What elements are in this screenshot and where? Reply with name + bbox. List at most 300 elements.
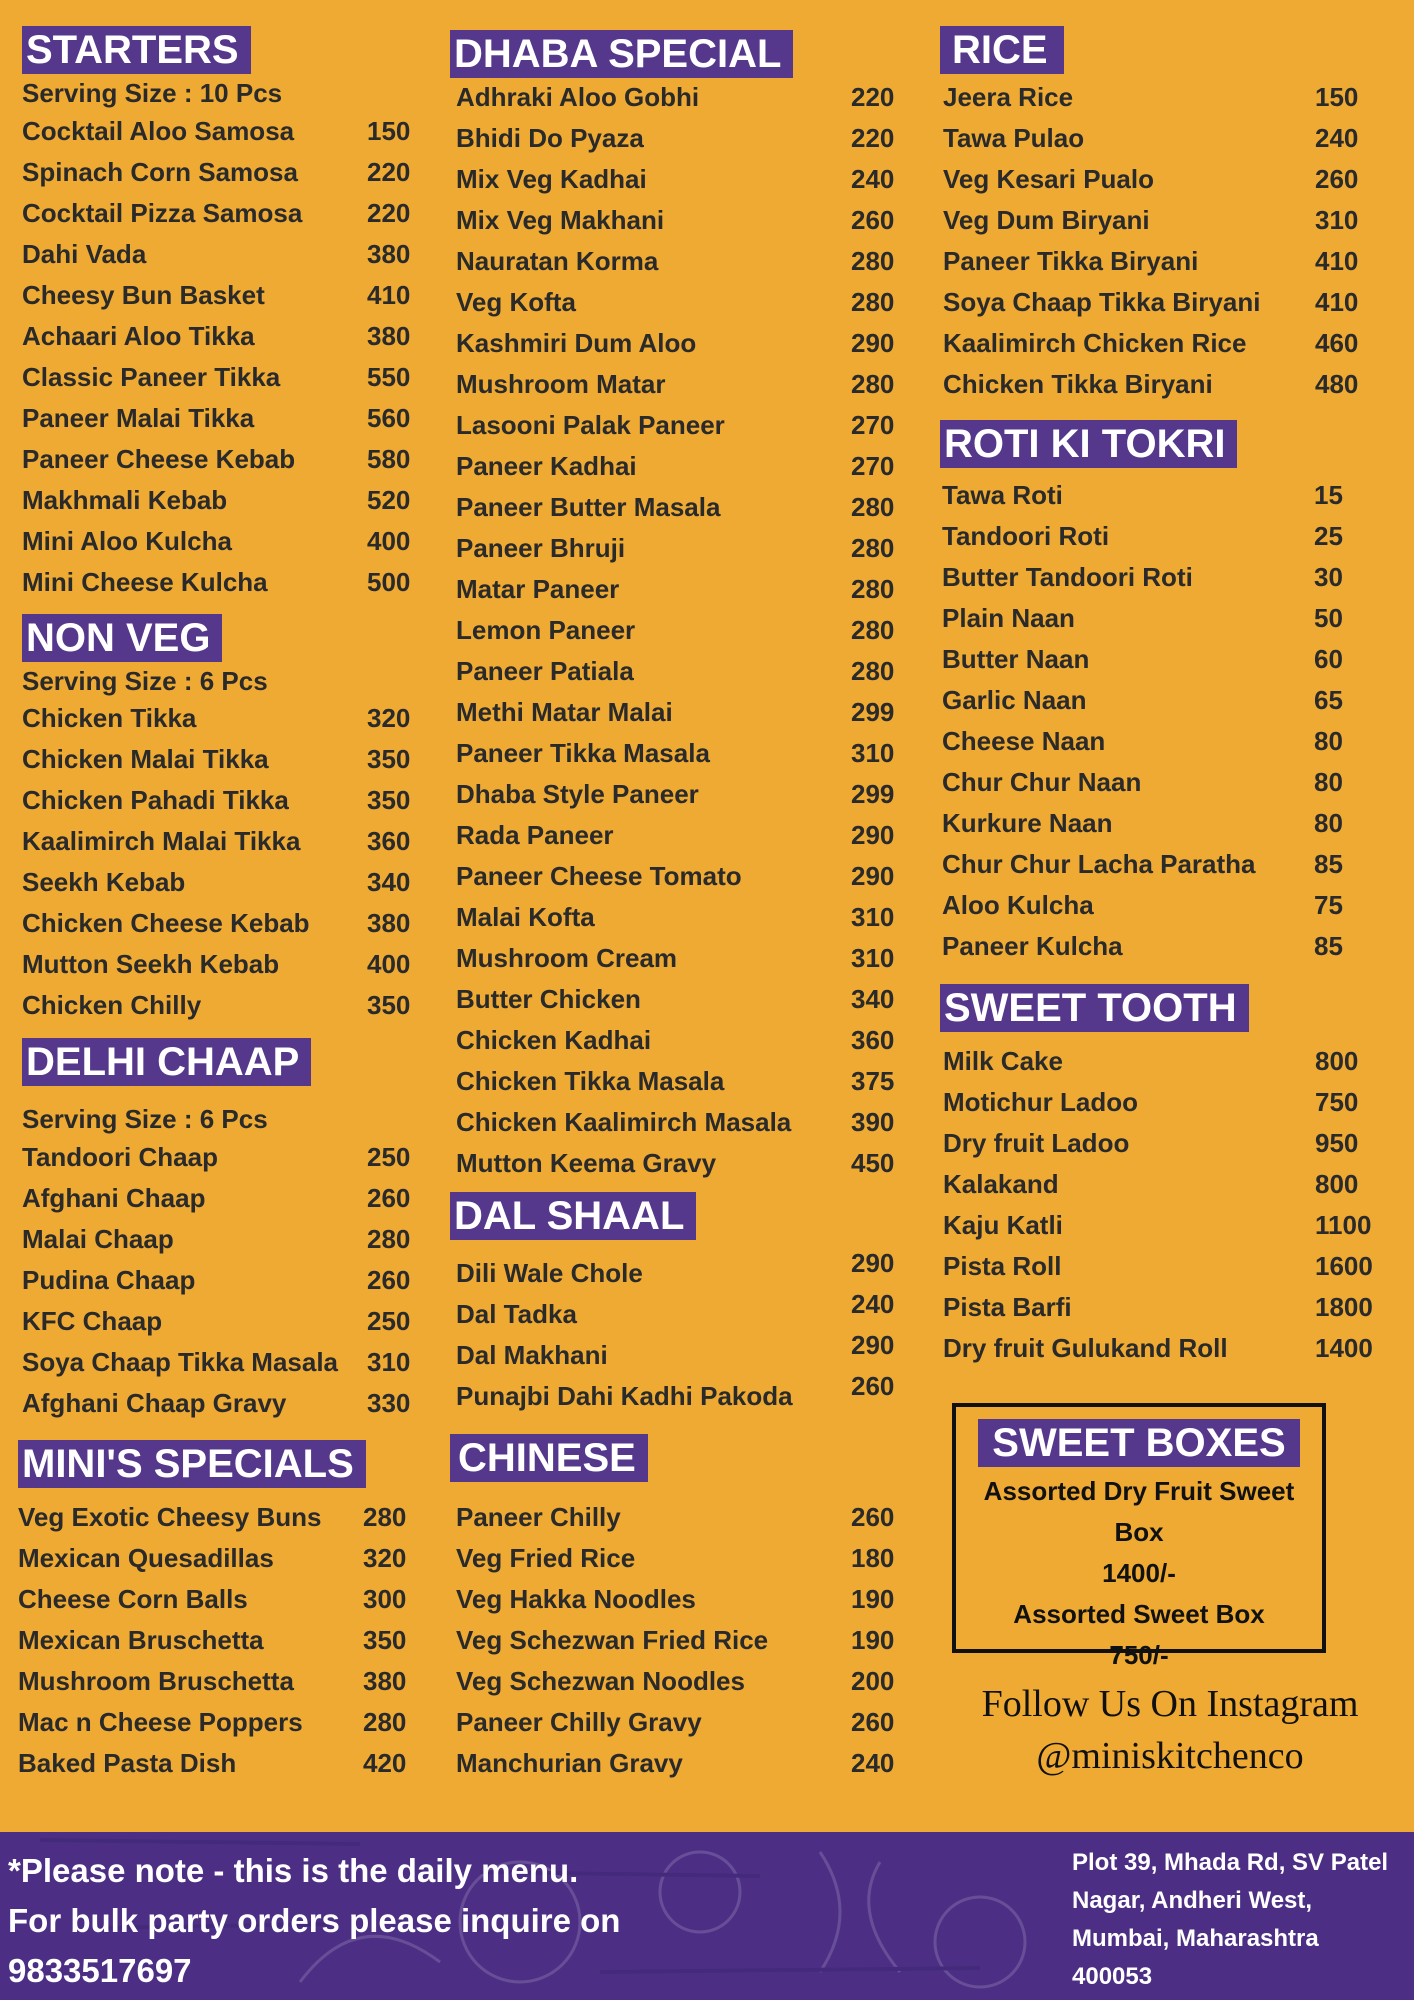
footer-note-line: For bulk party orders please inquire on xyxy=(8,1902,621,1939)
menu-item xyxy=(456,1148,906,1188)
menu-item xyxy=(22,362,422,402)
menu-item-name: Chicken Kaalimirch Masala xyxy=(456,1107,792,1137)
menu-item xyxy=(22,280,422,320)
menu-item-name: Kaju Katli xyxy=(943,1210,1063,1240)
menu-item xyxy=(456,820,906,860)
menu-item xyxy=(456,779,906,819)
menu-item xyxy=(456,738,906,778)
menu-item-price: 340 xyxy=(367,867,411,897)
menu-item-name: Butter Tandoori Roti xyxy=(942,562,1193,592)
footer xyxy=(0,1832,1414,2000)
menu-item-name: Veg Fried Rice xyxy=(456,1543,636,1573)
menu-item-price: 390 xyxy=(851,1107,895,1137)
menu-item xyxy=(456,902,906,942)
menu-item-price: 320 xyxy=(367,703,411,733)
section-header-dhaba-special: DHABA SPECIAL xyxy=(450,30,793,78)
menu-item-price: 240 xyxy=(851,1748,895,1778)
menu-item xyxy=(456,1543,906,1583)
menu-item xyxy=(942,644,1382,684)
menu-item-price: 420 xyxy=(363,1748,407,1778)
menu-item-price: 300 xyxy=(363,1584,407,1614)
menu-item-price: 1100 xyxy=(1315,1210,1372,1240)
menu-item xyxy=(18,1543,418,1583)
menu-item xyxy=(22,744,422,784)
menu-item-name: Matar Paneer xyxy=(456,574,620,604)
menu-item xyxy=(22,1388,422,1428)
menu-item-name: Jeera Rice xyxy=(943,82,1074,112)
menu-item xyxy=(456,1502,906,1542)
menu-item-price: 950 xyxy=(1315,1128,1359,1158)
menu-item xyxy=(22,1306,422,1346)
menu-item-name: Dili Wale Chole xyxy=(456,1258,643,1288)
footer-address-line: Nagar, Andheri West, xyxy=(1072,1887,1313,1914)
menu-item xyxy=(942,849,1382,889)
menu-item-name: Cheese Naan xyxy=(942,726,1106,756)
menu-item xyxy=(942,603,1382,643)
menu-item-name: Pista Roll xyxy=(943,1251,1062,1281)
menu-item xyxy=(22,526,422,566)
menu-item-name: Milk Cake xyxy=(943,1046,1063,1076)
menu-item-price: 220 xyxy=(367,157,411,187)
menu-item xyxy=(456,1584,906,1624)
instagram-follow-text: Follow Us On Instagram xyxy=(981,1683,1359,1725)
menu-item-price: 260 xyxy=(851,205,895,235)
menu-item-name: Adhraki Aloo Gobhi xyxy=(456,82,700,112)
menu-item xyxy=(22,1183,422,1223)
menu-item xyxy=(22,157,422,197)
menu-item-name: Chicken Tikka Masala xyxy=(456,1066,725,1096)
menu-item-price: 85 xyxy=(1314,849,1343,879)
menu-item-price: 65 xyxy=(1314,685,1343,715)
menu-item-price: 60 xyxy=(1314,644,1343,674)
menu-item-price: 25 xyxy=(1314,521,1343,551)
menu-item-name: Veg Dum Biryani xyxy=(943,205,1150,235)
menu-item xyxy=(943,1210,1383,1250)
menu-item-price: 240 xyxy=(1315,123,1359,153)
menu-item-price: 280 xyxy=(851,369,895,399)
menu-item xyxy=(456,861,906,901)
menu-item-price: 280 xyxy=(851,246,895,276)
menu-item-price: 500 xyxy=(367,567,411,597)
menu-item xyxy=(456,533,906,573)
menu-item-price: 260 xyxy=(851,1707,895,1737)
sweet-box-name: Assorted Dry Fruit Sweet Box xyxy=(983,1476,1295,1547)
menu-item xyxy=(22,485,422,525)
serving-size-starters: Serving Size : 10 Pcs xyxy=(22,78,283,108)
menu-item-price: 280 xyxy=(851,615,895,645)
menu-item-price: 280 xyxy=(851,656,895,686)
menu-item-price: 350 xyxy=(367,744,411,774)
menu-item-name: Achaari Aloo Tikka xyxy=(22,321,255,351)
menu-item-price: 299 xyxy=(851,779,895,809)
menu-item-name: Chicken Kadhai xyxy=(456,1025,652,1055)
menu-item-price: 220 xyxy=(851,123,895,153)
section-header-dal-shaal: DAL SHAAL xyxy=(450,1192,696,1240)
menu-item-name: Veg Kesari Pualo xyxy=(943,164,1154,194)
footer-phone[interactable]: 9833517697 xyxy=(8,1952,192,1989)
menu-item xyxy=(456,451,906,491)
menu-item-price: 1400 xyxy=(1315,1333,1373,1363)
menu-item xyxy=(942,890,1382,930)
menu-item-price: 260 xyxy=(851,1502,895,1532)
menu-item-price: 190 xyxy=(851,1625,895,1655)
menu-item-price: 180 xyxy=(851,1543,895,1573)
menu-item xyxy=(456,1289,906,1339)
menu-item-price: 560 xyxy=(367,403,411,433)
menu-item-name: Dal Tadka xyxy=(456,1299,577,1329)
menu-item-name: Veg Exotic Cheesy Buns xyxy=(18,1502,322,1532)
menu-item xyxy=(943,246,1383,286)
menu-item-price: 280 xyxy=(851,287,895,317)
menu-item-price: 260 xyxy=(851,1371,895,1401)
menu-item-name: Paneer Kadhai xyxy=(456,451,637,481)
section-header-chinese: CHINESE xyxy=(450,1434,648,1482)
menu-item xyxy=(22,198,422,238)
menu-item-price: 410 xyxy=(1315,246,1359,276)
menu-item-price: 299 xyxy=(851,697,895,727)
menu-item-price: 290 xyxy=(851,328,895,358)
menu-item-price: 270 xyxy=(851,410,895,440)
menu-item xyxy=(456,492,906,532)
menu-item xyxy=(943,205,1383,245)
menu-item xyxy=(943,82,1383,122)
menu-item xyxy=(943,1292,1383,1332)
menu-item-price: 450 xyxy=(851,1148,895,1178)
menu-item-price: 80 xyxy=(1314,767,1343,797)
section-header-non-veg: NON VEG xyxy=(22,614,222,662)
menu-item-price: 800 xyxy=(1315,1046,1359,1076)
menu-item-price: 410 xyxy=(367,280,411,310)
menu-item-name: Cocktail Pizza Samosa xyxy=(22,198,303,228)
menu-item xyxy=(942,521,1382,561)
menu-item xyxy=(18,1666,418,1706)
menu-item-name: Kaalimirch Malai Tikka xyxy=(22,826,301,856)
menu-item xyxy=(943,1128,1383,1168)
sweet-box-price: 750/- xyxy=(1109,1640,1169,1670)
menu-item-name: Soya Chaap Tikka Biryani xyxy=(943,287,1261,317)
menu-item xyxy=(456,574,906,614)
menu-item xyxy=(456,246,906,286)
section-header-sweet-tooth: SWEET TOOTH xyxy=(940,984,1249,1032)
menu-item-price: 30 xyxy=(1314,562,1343,592)
menu-item xyxy=(22,1347,422,1387)
section-header-minis-specials: MINI'S SPECIALS xyxy=(18,1440,366,1488)
menu-item xyxy=(22,116,422,156)
menu-item-price: 270 xyxy=(851,451,895,481)
menu-item-name: Dal Makhani xyxy=(456,1340,608,1370)
menu-item xyxy=(456,328,906,368)
menu-item xyxy=(22,1224,422,1264)
menu-item-name: Chicken Cheese Kebab xyxy=(22,908,310,938)
instagram-handle[interactable]: @miniskitchenco xyxy=(1036,1735,1304,1777)
menu-item-name: Rada Paneer xyxy=(456,820,614,850)
menu-item-name: Mutton Seekh Kebab xyxy=(22,949,280,979)
menu-item-price: 1800 xyxy=(1315,1292,1373,1322)
menu-item xyxy=(456,1666,906,1706)
menu-item xyxy=(22,785,422,825)
menu-item-name: Plain Naan xyxy=(942,603,1075,633)
menu-item xyxy=(456,656,906,696)
menu-item-name: Pista Barfi xyxy=(943,1292,1072,1322)
menu-item-price: 260 xyxy=(367,1265,411,1295)
menu-item-name: Mexican Quesadillas xyxy=(18,1543,274,1573)
menu-item-price: 260 xyxy=(1315,164,1359,194)
menu-item-name: Mini Cheese Kulcha xyxy=(22,567,268,597)
menu-item-name: Motichur Ladoo xyxy=(943,1087,1138,1117)
menu-item-name: Chur Chur Lacha Paratha xyxy=(942,849,1256,879)
menu-item-price: 400 xyxy=(367,949,411,979)
menu-item-price: 290 xyxy=(851,861,895,891)
menu-item-name: Chur Chur Naan xyxy=(942,767,1142,797)
sweet-box-name: Assorted Sweet Box xyxy=(1013,1599,1265,1629)
menu-item-price: 340 xyxy=(851,984,895,1014)
menu-item-price: 360 xyxy=(851,1025,895,1055)
menu-item xyxy=(942,726,1382,766)
menu-item-name: Aloo Kulcha xyxy=(942,890,1094,920)
menu-item-name: Paneer Chilly xyxy=(456,1502,621,1532)
menu-item xyxy=(456,1330,906,1380)
menu-item xyxy=(943,123,1383,163)
menu-item-name: Paneer Malai Tikka xyxy=(22,403,255,433)
menu-item-price: 580 xyxy=(367,444,411,474)
serving-size-non-veg: Serving Size : 6 Pcs xyxy=(22,666,268,696)
menu-item-name: Kurkure Naan xyxy=(942,808,1113,838)
menu-item-name: Mutton Keema Gravy xyxy=(456,1148,717,1178)
menu-item xyxy=(456,205,906,245)
menu-item xyxy=(456,1748,906,1788)
menu-item xyxy=(456,1248,906,1298)
menu-item-name: Malai Kofta xyxy=(456,902,595,932)
menu-item-name: Chicken Tikka Biryani xyxy=(943,369,1213,399)
menu-item-name: Paneer Cheese Kebab xyxy=(22,444,296,474)
section-header-rice: RICE xyxy=(940,26,1064,74)
menu-item xyxy=(22,908,422,948)
menu-item-price: 350 xyxy=(367,990,411,1020)
menu-item xyxy=(22,1142,422,1182)
menu-item xyxy=(456,943,906,983)
menu-item-name: Methi Matar Malai xyxy=(456,697,673,727)
section-header-delhi-chaap: DELHI CHAAP xyxy=(22,1038,311,1086)
menu-item xyxy=(456,287,906,327)
menu-item xyxy=(22,990,422,1030)
menu-item xyxy=(456,1707,906,1747)
menu-item-price: 190 xyxy=(851,1584,895,1614)
menu-item-price: 80 xyxy=(1314,726,1343,756)
menu-item xyxy=(456,410,906,450)
menu-item xyxy=(943,1169,1383,1209)
menu-item xyxy=(22,703,422,743)
menu-item-name: Garlic Naan xyxy=(942,685,1087,715)
menu-item-name: Tawa Roti xyxy=(942,480,1063,510)
menu-item-price: 750 xyxy=(1315,1087,1359,1117)
footer-note-line: *Please note - this is the daily menu. xyxy=(8,1852,579,1889)
footer-address-line: 400053 xyxy=(1072,1963,1153,1990)
menu-item xyxy=(942,767,1382,807)
menu-item-price: 350 xyxy=(367,785,411,815)
menu-item-name: Chicken Tikka xyxy=(22,703,197,733)
menu-item-name: Paneer Chilly Gravy xyxy=(456,1707,702,1737)
menu-item-price: 220 xyxy=(367,198,411,228)
menu-item-name: Mushroom Cream xyxy=(456,943,678,973)
menu-item xyxy=(22,1265,422,1305)
menu-item-name: Kaalimirch Chicken Rice xyxy=(943,328,1247,358)
menu-item-name: Kashmiri Dum Aloo xyxy=(456,328,697,358)
menu-item-price: 310 xyxy=(851,943,895,973)
menu-item-price: 200 xyxy=(851,1666,895,1696)
menu-item xyxy=(456,1066,906,1106)
menu-item-name: Soya Chaap Tikka Masala xyxy=(22,1347,339,1377)
menu-item-name: Baked Pasta Dish xyxy=(18,1748,237,1778)
menu-item-price: 400 xyxy=(367,526,411,556)
menu-item-name: Makhmali Kebab xyxy=(22,485,228,515)
menu-item xyxy=(22,567,422,607)
menu-item-name: Cheesy Bun Basket xyxy=(22,280,265,310)
menu-item xyxy=(456,1025,906,1065)
menu-item-name: Paneer Tikka Biryani xyxy=(943,246,1199,276)
menu-item-name: Malai Chaap xyxy=(22,1224,174,1254)
menu-item-name: Cocktail Aloo Samosa xyxy=(22,116,295,146)
menu-item-name: Tandoori Roti xyxy=(942,521,1110,551)
menu-item xyxy=(456,164,906,204)
menu-item xyxy=(943,1087,1383,1127)
menu-item xyxy=(942,685,1382,725)
menu-item-price: 320 xyxy=(363,1543,407,1573)
menu-item-price: 260 xyxy=(367,1183,411,1213)
section-header-sweet-boxes: SWEET BOXES xyxy=(978,1419,1299,1467)
menu-item xyxy=(18,1625,418,1665)
menu-item-name: Manchurian Gravy xyxy=(456,1748,683,1778)
menu-item-price: 280 xyxy=(363,1707,407,1737)
menu-item-name: Paneer Bhruji xyxy=(456,533,626,563)
menu-item xyxy=(456,697,906,737)
menu-item-price: 75 xyxy=(1314,890,1343,920)
menu-item-name: Veg Schezwan Noodles xyxy=(456,1666,745,1696)
menu-item-price: 480 xyxy=(1315,369,1359,399)
menu-item-name: KFC Chaap xyxy=(22,1306,163,1336)
menu-item-name: Classic Paneer Tikka xyxy=(22,362,281,392)
menu-item-price: 240 xyxy=(851,1289,895,1319)
menu-item-price: 250 xyxy=(367,1306,411,1336)
menu-item xyxy=(943,328,1383,368)
menu-item-price: 80 xyxy=(1314,808,1343,838)
menu-item-name: Kalakand xyxy=(943,1169,1059,1199)
menu-item-name: Dry fruit Ladoo xyxy=(943,1128,1130,1158)
menu-item xyxy=(456,984,906,1024)
menu-item-name: Mix Veg Kadhai xyxy=(456,164,647,194)
sweet-box-price: 1400/- xyxy=(1102,1558,1176,1588)
menu-item-name: Cheese Corn Balls xyxy=(18,1584,248,1614)
menu-item-price: 310 xyxy=(367,1347,411,1377)
menu-item xyxy=(456,82,906,122)
menu-item-name: Spinach Corn Samosa xyxy=(22,157,298,187)
menu-item xyxy=(22,321,422,361)
menu-item-price: 310 xyxy=(851,738,895,768)
menu-item xyxy=(22,444,422,484)
menu-item-price: 290 xyxy=(851,820,895,850)
menu-item-name: Paneer Tikka Masala xyxy=(456,738,710,768)
menu-item-name: Paneer Patiala xyxy=(456,656,634,686)
sweet-boxes-panel xyxy=(952,1403,1326,1670)
menu-item-name: Mac n Cheese Poppers xyxy=(18,1707,303,1737)
menu-item xyxy=(942,562,1382,602)
menu-item xyxy=(943,287,1383,327)
menu-item-name: Mushroom Matar xyxy=(456,369,666,399)
menu-item-price: 360 xyxy=(367,826,411,856)
menu-item xyxy=(22,949,422,989)
menu-item-price: 550 xyxy=(367,362,411,392)
menu-item-price: 85 xyxy=(1314,931,1343,961)
footer-address-line: Plot 39, Mhada Rd, SV Patel xyxy=(1072,1849,1389,1876)
menu-item xyxy=(456,1371,906,1421)
menu-item xyxy=(943,1333,1383,1373)
menu-item-price: 1600 xyxy=(1315,1251,1373,1281)
menu-item-name: Veg Schezwan Fried Rice xyxy=(456,1625,769,1655)
menu-item xyxy=(456,615,906,655)
menu-item xyxy=(456,369,906,409)
menu-item-name: Chicken Chilly xyxy=(22,990,202,1020)
menu-item-price: 220 xyxy=(851,82,895,112)
menu-item-price: 380 xyxy=(367,239,411,269)
menu-item-price: 250 xyxy=(367,1142,411,1172)
menu-item-name: Veg Hakka Noodles xyxy=(456,1584,696,1614)
menu-item-name: Seekh Kebab xyxy=(22,867,186,897)
menu-item xyxy=(18,1502,418,1542)
menu-item-name: Mexican Bruschetta xyxy=(18,1625,264,1655)
menu-item-price: 290 xyxy=(851,1330,895,1360)
menu-item-name: Mushroom Bruschetta xyxy=(18,1666,294,1696)
menu-item xyxy=(943,164,1383,204)
menu-item-price: 410 xyxy=(1315,287,1359,317)
menu-item xyxy=(456,123,906,163)
menu-item-price: 380 xyxy=(367,908,411,938)
menu-item-name: Paneer Butter Masala xyxy=(456,492,721,522)
menu-item-price: 50 xyxy=(1314,603,1343,633)
menu-item-price: 375 xyxy=(851,1066,895,1096)
menu-item-price: 240 xyxy=(851,164,895,194)
menu-item xyxy=(942,808,1382,848)
section-header-roti-ki-tokri: ROTI KI TOKRI xyxy=(940,420,1237,468)
menu-item xyxy=(942,931,1382,971)
footer-address-line: Mumbai, Maharashtra xyxy=(1072,1925,1319,1952)
menu-item-name: Afghani Chaap Gravy xyxy=(22,1388,287,1418)
menu-item-name: Chicken Pahadi Tikka xyxy=(22,785,289,815)
menu-item xyxy=(18,1748,418,1788)
menu-item-name: Chicken Malai Tikka xyxy=(22,744,269,774)
menu-item-name: Dry fruit Gulukand Roll xyxy=(943,1333,1228,1363)
menu-item-price: 280 xyxy=(851,574,895,604)
menu-item-name: Butter Chicken xyxy=(456,984,641,1014)
menu-item-name: Lemon Paneer xyxy=(456,615,636,645)
menu-item-price: 520 xyxy=(367,485,411,515)
menu-item-name: Nauratan Korma xyxy=(456,246,659,276)
menu-item-price: 150 xyxy=(1315,82,1359,112)
menu-item-price: 310 xyxy=(1315,205,1359,235)
menu-item-name: Dhaba Style Paneer xyxy=(456,779,699,809)
menu-item xyxy=(22,826,422,866)
menu-item-price: 380 xyxy=(367,321,411,351)
menu-item-name: Tawa Pulao xyxy=(943,123,1085,153)
menu-item-name: Mix Veg Makhani xyxy=(456,205,665,235)
menu-item-name: Mini Aloo Kulcha xyxy=(22,526,232,556)
menu-item-name: Afghani Chaap xyxy=(22,1183,206,1213)
menu-item xyxy=(18,1707,418,1747)
menu-item-price: 280 xyxy=(367,1224,411,1254)
menu-item-price: 150 xyxy=(367,116,411,146)
menu-item xyxy=(943,369,1383,409)
menu-item-price: 290 xyxy=(851,1248,895,1278)
menu-item-name: Tandoori Chaap xyxy=(22,1142,218,1172)
menu-item-price: 460 xyxy=(1315,328,1359,358)
